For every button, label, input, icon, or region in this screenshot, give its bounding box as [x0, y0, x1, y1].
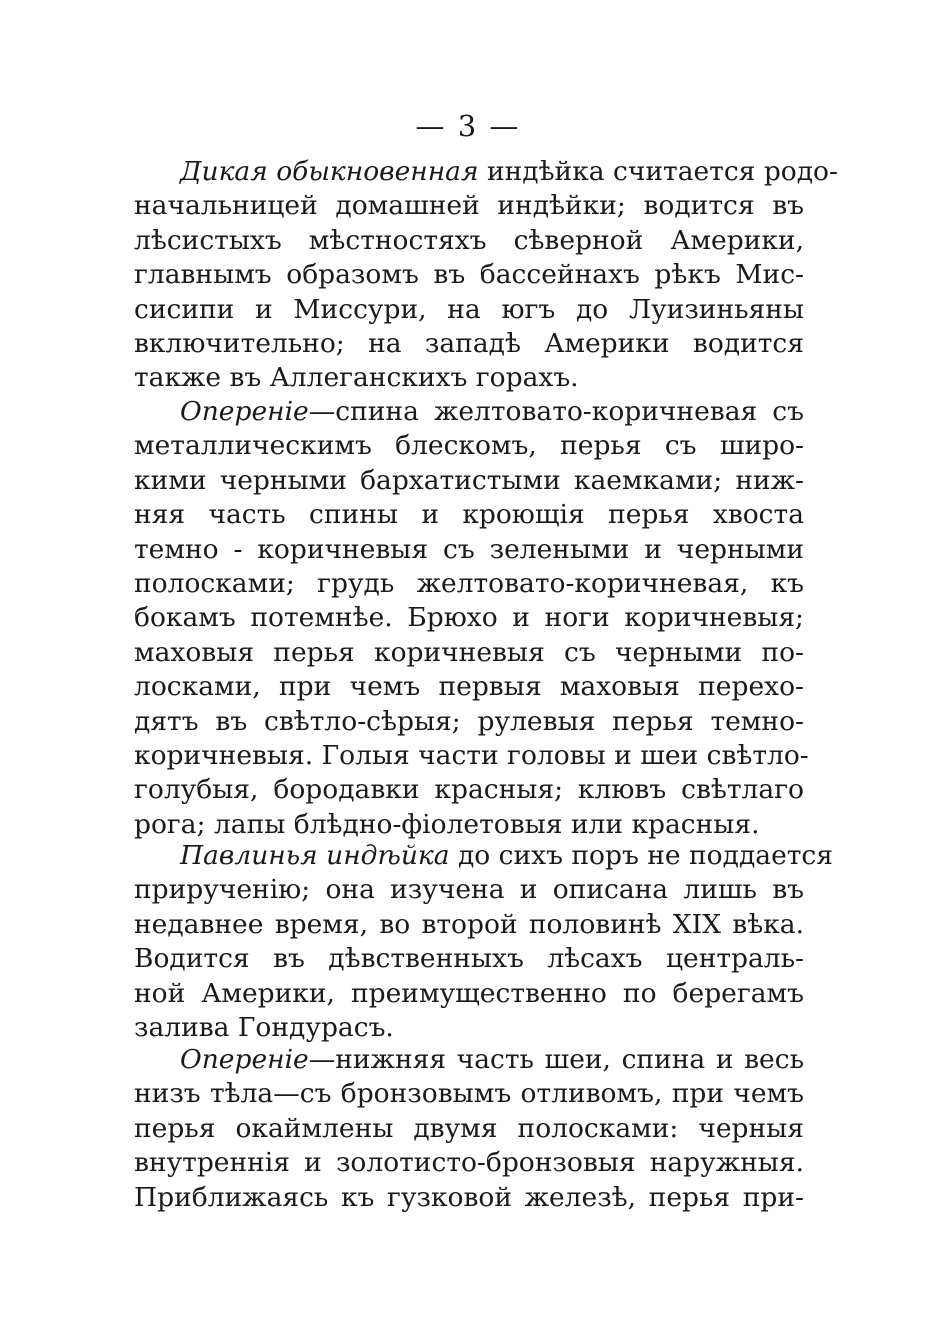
italic-term: Павлинья индѣйка: [180, 840, 450, 871]
text-line: внутреннія и золотисто-бронзовыя наружныя.: [134, 1147, 804, 1179]
line-text: —нижняя часть шеи, спина и весь: [308, 1044, 804, 1075]
text-line: бокамъ потемнѣе. Брюхо и ноги коричневыя;: [134, 602, 804, 634]
text-line: также въ Аллеганскихъ горахъ.: [134, 362, 579, 394]
text-line: голубыя, бородавки красныя; клювъ свѣтлаго: [134, 774, 804, 806]
text-line: [134, 155, 838, 189]
paragraph-wild-turkey-plumage: [134, 395, 809, 842]
text-line: маховыя перья коричневыя съ черными по-: [134, 636, 804, 668]
text-line: Водится въ дѣвственныхъ лѣсахъ централь-: [134, 943, 804, 975]
text-line: ной Америки, преимущественно по берегамъ: [134, 977, 804, 1009]
paragraph-wild-turkey: [134, 155, 838, 396]
text-line: сисипи и Миссури, на югъ до Луизиньяны: [134, 293, 804, 325]
italic-term: Дикая обыкновенная: [180, 156, 479, 187]
italic-term: Опереніе: [180, 396, 309, 427]
line-text: —спина желтовато-коричневая съ: [308, 396, 804, 427]
text-line: [134, 839, 833, 873]
text-line: главнымъ образомъ въ бассейнахъ рѣкъ Мис-: [134, 259, 804, 291]
text-line: низъ тѣла—съ бронзовымъ отливомъ, при чемъ: [134, 1078, 804, 1110]
text-line: полосками; грудь желтовато-коричневая, къ: [134, 567, 804, 599]
text-line: перья окаймлены двумя полосками: черныя: [134, 1112, 804, 1144]
text-line: няя часть спины и кроющія перья хвоста: [134, 499, 804, 531]
text-line: [134, 1043, 804, 1077]
line-text: до сихъ поръ не поддается: [449, 840, 833, 871]
text-line: залива Гондурасъ.: [134, 1011, 394, 1043]
text-line: прирученію; она изучена и описана лишь въ: [134, 874, 804, 906]
text-line: включительно; на западѣ Америки водится: [134, 327, 804, 359]
text-line: металлическимъ блескомъ, перья съ широ-: [134, 430, 804, 462]
line-text: индѣйка считается родо-: [478, 156, 838, 187]
text-line: [134, 395, 804, 429]
text-line: рога; лапы блѣдно-фіолетовыя или красныя.: [134, 808, 760, 840]
page-number: — 3 —: [415, 109, 521, 143]
text-line: начальницей домашней индѣйки; водится въ: [134, 190, 804, 222]
text-line: лосками, при чемъ первыя маховыя перехо-: [134, 671, 804, 703]
text-line: коричневыя. Голыя части головы и шеи свѣтло-: [134, 739, 809, 771]
text-line: Приближаясь къ гузковой железѣ, перья при-: [134, 1181, 804, 1213]
text-line: кими черными бархатистыми каемками; ниж-: [134, 464, 804, 496]
text-line: темно - коричневыя съ зелеными и черными: [134, 533, 804, 565]
paragraph-ocellated-turkey: [134, 839, 833, 1045]
text-line: дятъ въ свѣтло-сѣрыя; рулевыя перья темно-: [134, 705, 804, 737]
italic-term: Опереніе: [180, 1044, 309, 1075]
paragraph-ocellated-turkey-plumage: [134, 1043, 804, 1215]
text-line: лѣсистыхъ мѣстностяхъ сѣверной Америки,: [134, 224, 804, 256]
text-line: недавнее время, во второй половинѣ XIX вѣка.: [134, 908, 804, 940]
